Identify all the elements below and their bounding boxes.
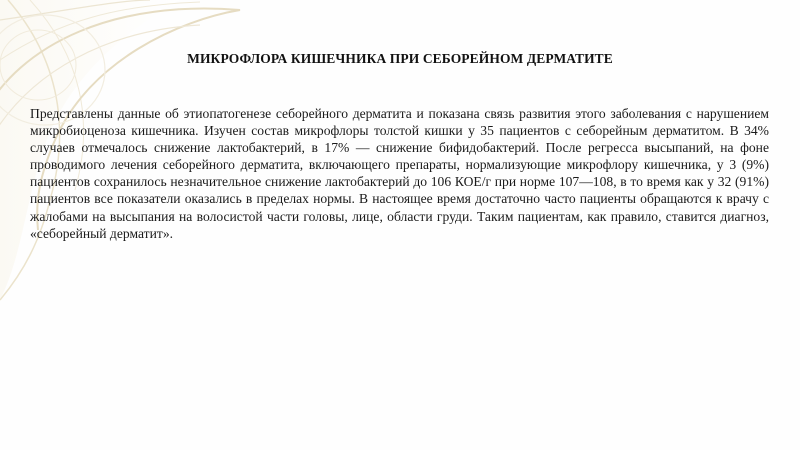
slide-body-text: Представлены данные об этиопатогенезе себорейного дерматита и показана связь развития этого заболевания с нарушением микробиоценоза кишечника. Изучен состав микрофлоры толстой кишки у 35 пациентов с себорейным дерматитом. В 34% случаев отмечалось снижение лактобактерий, в 17% — снижение бифидобактерий. После регресса высыпаний, на фоне проводимого лечения себорейного дерматита, включающего препараты, нормализующие микрофлору кишечника, у 3 (9%) пациентов сохранилось незначительное снижение лактобактерий до 106 КОЕ/г при норме 107—108, в то время как у 32 (91%) пациентов все показатели оказались в пределах нормы. В настоящее время достаточно часто пациенты обращаются к врачу с жалобами на высыпания на волосистой части головы, лице, области груди. Таким пациентам, как правило, ставится диагноз, «себорейный дерматит». xyxy=(30,106,769,241)
slide-title: МИКРОФЛОРА КИШЕЧНИКА ПРИ СЕБОРЕЙНОМ ДЕРМАТИТЕ xyxy=(187,51,613,66)
